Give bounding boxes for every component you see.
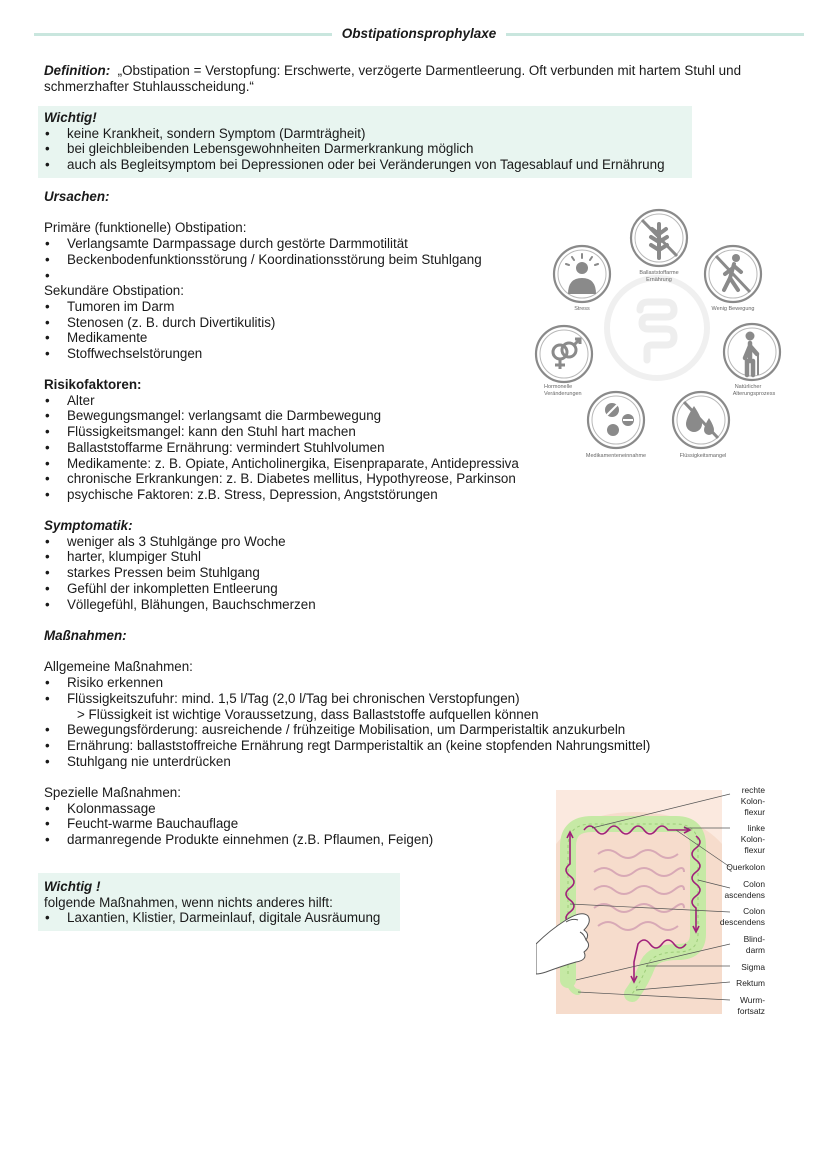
list-item: • Laxantien, Klistier, Darmeinlauf, digitale Ausräumung	[44, 910, 380, 926]
list-item: • chronische Erkrankungen: z. B. Diabetes mellitus, Hypothyreose, Parkinson	[44, 471, 564, 487]
list-item: • Tumoren im Darm	[44, 299, 544, 315]
intestine-emblem	[607, 278, 707, 378]
label-wurm-2: fortsatz	[737, 1006, 765, 1016]
list-item: • keine Krankheit, sondern Symptom (Darmträgheit)	[44, 126, 665, 142]
label-rechte-3: flexur	[744, 807, 765, 817]
colon-massage-diagram	[536, 784, 776, 1020]
elderly-person-icon	[724, 324, 780, 380]
label-blind-1: Blind-	[743, 934, 765, 944]
symptomatik-section	[44, 518, 544, 612]
walking-crossed-icon	[705, 246, 761, 302]
label-bewegung: Wenig Bewegung	[711, 306, 755, 312]
label-desc-1: Colon	[743, 906, 765, 916]
list-item: • Stenosen (z. B. durch Divertikulitis)	[44, 315, 544, 331]
ursachen-section	[44, 189, 544, 362]
stress-icon	[554, 246, 610, 302]
general-label: Allgemeine Maßnahmen:	[44, 659, 193, 675]
label-alter-2: Alterungsprozess	[732, 391, 776, 397]
list-item: • Beckenbodenfunktionsstörung / Koordinationsstörung beim Stuhlgang	[44, 252, 544, 268]
wichtig-text-2: folgende Maßnahmen, wenn nichts anderes hilft:	[44, 894, 333, 910]
label-linke-2: Kolon-	[740, 834, 765, 844]
list-item: • Stuhlgang nie unterdrücken	[44, 754, 684, 770]
title-bar	[34, 26, 804, 42]
list-item: • Ballaststoffarme Ernährung: vermindert Stuhlvolumen	[44, 440, 564, 456]
list-item: • Bewegungsmangel: verlangsamt die Darmbewegung	[44, 408, 564, 424]
ursachen-heading: Ursachen:	[44, 189, 110, 204]
pills-icon	[588, 392, 644, 448]
list-item: • Stoffwechselstörungen	[44, 346, 544, 362]
risiko-heading: Risikofaktoren:	[44, 377, 142, 392]
label-wurm-1: Wurm-	[740, 995, 765, 1005]
list-item: • Flüssigkeitsmangel: kann den Stuhl hart machen	[44, 424, 564, 440]
special-label: Spezielle Maßnahmen:	[44, 785, 181, 800]
definition-text-1: „Obstipation = Verstopfung: Erschwerte, verzögerte Darmentleerung. Oft verbunden mit hartem Stuhl und	[117, 63, 742, 78]
list-item: • Medikamente	[44, 330, 544, 346]
wichtig-box-1	[38, 106, 692, 178]
page-title: Obstipationsprophylaxe	[332, 26, 507, 41]
water-drop-crossed-icon	[673, 392, 729, 448]
list-item: • Medikamente: z. B. Opiate, Anticholinergika, Eisenpraparate, Antidepressiva	[44, 456, 564, 472]
label-querkolon: Querkolon	[726, 862, 765, 872]
list-item: • Feucht-warme Bauchauflage	[44, 816, 684, 832]
empty-bullet	[44, 268, 544, 284]
label-rechte-2: Kolon-	[740, 796, 765, 806]
list-item: • Alter	[44, 393, 564, 409]
list-item: • Bewegungsförderung: ausreichende / frühzeitige Mobilisation, um Darmperistaltik anzukurbeln	[44, 722, 684, 738]
definition-block	[44, 63, 784, 94]
risiko-section	[44, 377, 564, 503]
list-item: • Flüssigkeitszufuhr: mind. 1,5 l/Tag (2,0 l/Tag bei chronischen Verstopfungen)	[44, 691, 684, 707]
definition-label: Definition:	[44, 63, 111, 78]
label-asc-1: Colon	[743, 879, 765, 889]
definition-text-2: schmerzhafter Stuhlausscheidung.“	[44, 78, 254, 94]
symptomatik-heading: Symptomatik:	[44, 518, 133, 533]
label-asc-2: ascendens	[724, 890, 765, 900]
list-item: • starkes Pressen beim Stuhlgang	[44, 565, 544, 581]
list-item: • Ernährung: ballaststoffreiche Ernährung regt Darmperistaltik an (keine stopfenden Nahrungsmittel)	[44, 738, 684, 754]
label-blind-2: darm	[745, 945, 765, 955]
list-item: • auch als Begleitsymptom bei Depressionen oder bei Veränderungen von Tagesablauf und Ernährung	[44, 157, 665, 173]
label-linke-3: flexur	[744, 845, 765, 855]
label-rektum: Rektum	[736, 978, 765, 988]
label-ballaststoff-1: Ballaststoffarme	[639, 270, 679, 276]
list-item: • harter, klumpiger Stuhl	[44, 549, 544, 565]
label-fluessigkeit: Flüssigkeitsmangel	[679, 453, 727, 459]
label-stress: Stress	[574, 306, 590, 312]
primary-label: Primäre (funktionelle) Obstipation:	[44, 220, 247, 236]
gender-symbols-icon	[536, 326, 592, 382]
list-item: • weniger als 3 Stuhlgänge pro Woche	[44, 534, 544, 550]
list-item: • Völlegefühl, Blähungen, Bauchschmerzen	[44, 597, 544, 613]
label-desc-2: descendens	[719, 917, 765, 927]
label-medikamente: Medikamenteneinnahme	[585, 453, 647, 459]
massnahmen-heading: Maßnahmen:	[44, 628, 127, 643]
wichtig-box-2	[38, 873, 400, 931]
label-hormon-2: Veränderungen	[544, 391, 582, 397]
list-item: • Verlangsamte Darmpassage durch gestörte Darmmotilität	[44, 236, 544, 252]
wichtig-heading-1: Wichtig!	[44, 110, 97, 125]
label-sigma: Sigma	[741, 962, 765, 972]
list-item: • psychische Faktoren: z.B. Stress, Depression, Angststörungen	[44, 487, 564, 503]
label-hormon-1: Hormonelle	[544, 384, 573, 390]
label-ballaststoff-2: Ernährung	[646, 277, 672, 283]
list-item: • bei gleichbleibenden Lebensgewohnheiten Darmerkrankung möglich	[44, 141, 665, 157]
risk-factor-diagram	[528, 206, 784, 462]
list-item: • Gefühl der inkompletten Entleerung	[44, 581, 544, 597]
list-item: • Risiko erkennen	[44, 675, 684, 691]
grain-crossed-icon	[631, 210, 687, 266]
list-item: • Kolonmassage	[44, 801, 684, 817]
label-alter-1: Natürlicher	[734, 384, 762, 390]
secondary-label: Sekundäre Obstipation:	[44, 283, 184, 299]
wichtig-heading-2: Wichtig !	[44, 879, 101, 894]
list-subitem: > Flüssigkeit ist wichtige Voraussetzung, dass Ballaststoffe aufquellen können	[77, 706, 539, 722]
label-rechte-1: rechte	[741, 785, 765, 795]
list-item: • darmanregende Produkte einnehmen (z.B. Pflaumen, Feigen)	[44, 832, 684, 848]
label-linke-1: linke	[747, 823, 765, 833]
